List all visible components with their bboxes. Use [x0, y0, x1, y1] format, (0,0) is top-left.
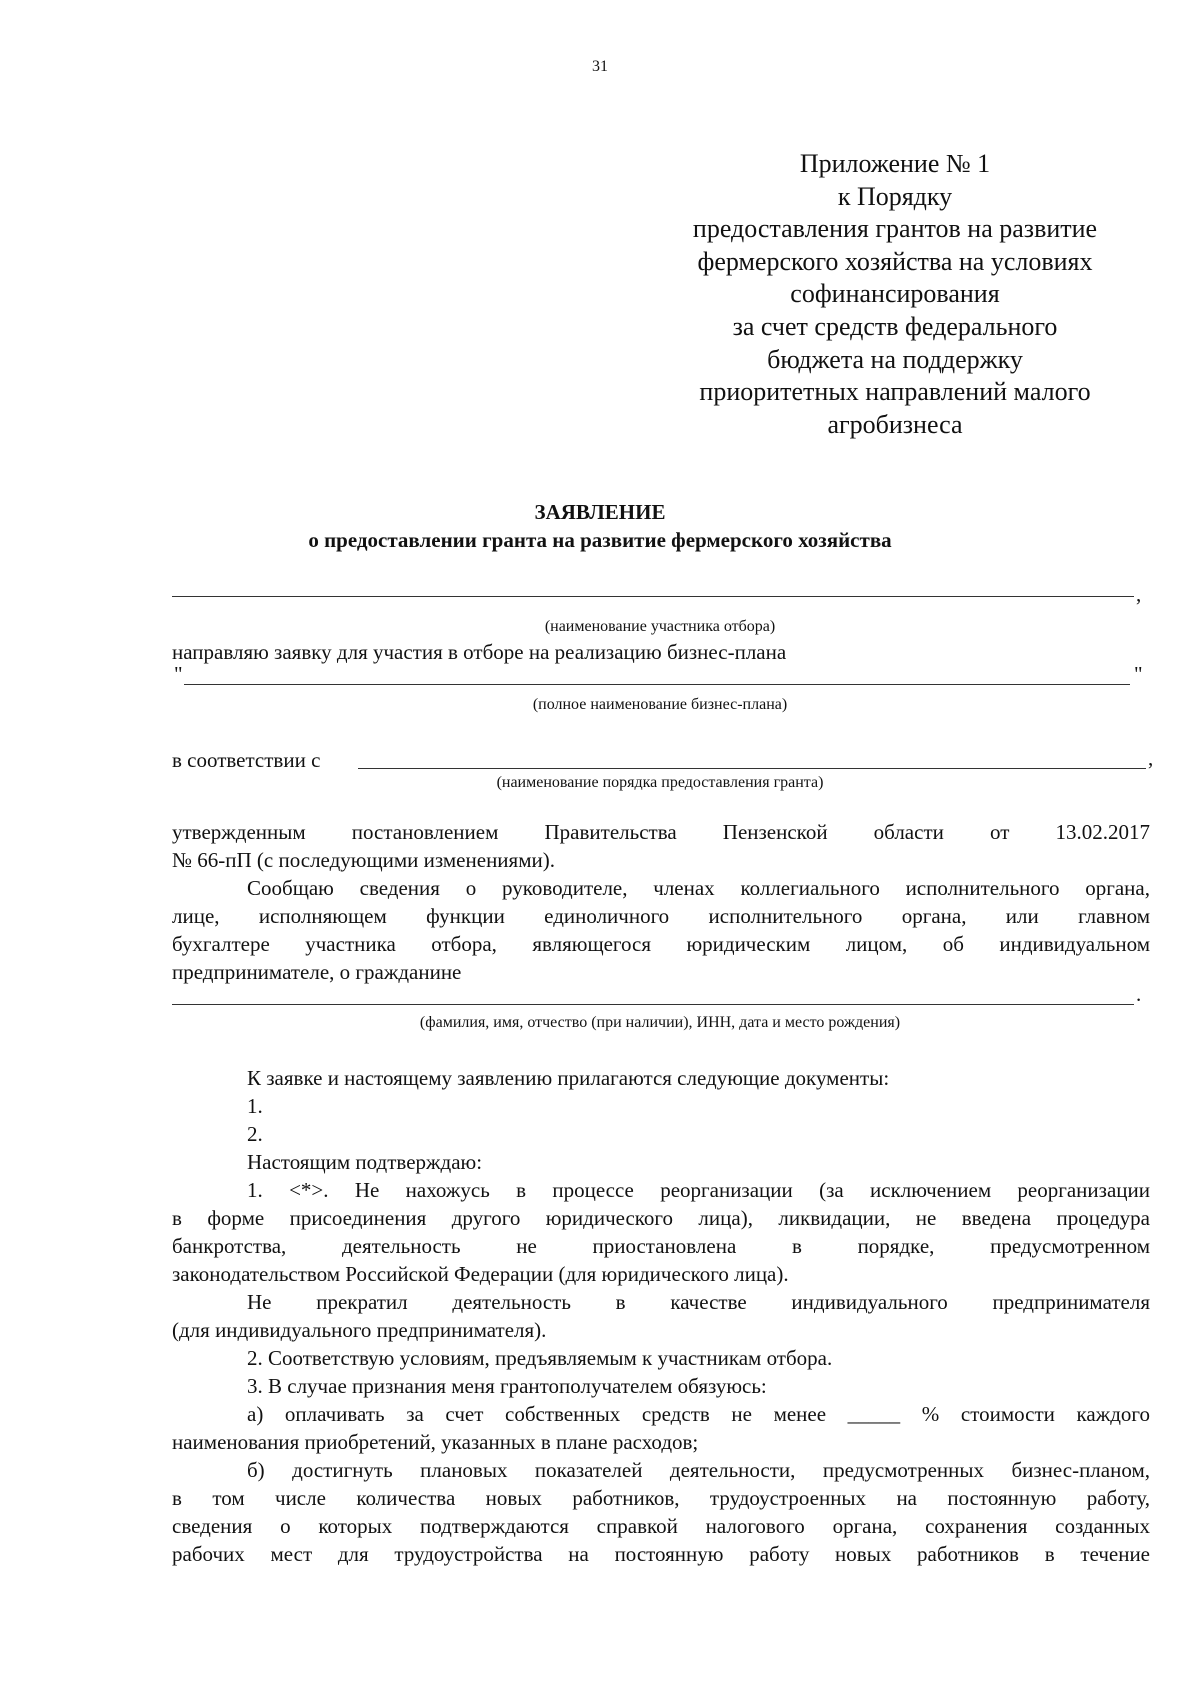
- appendix-line: фермерского хозяйства на условиях: [697, 246, 1093, 276]
- appendix-line: бюджета на поддержку: [767, 344, 1023, 374]
- point1-line-4: законодательством Российской Федерации (для юридического лица).: [172, 1262, 789, 1286]
- participant-name-blank: [172, 596, 1134, 597]
- appendix-line: приоритетных направлений малого: [699, 377, 1091, 407]
- participant-caption: (наименование участника отбора): [544, 618, 776, 635]
- document-subtitle: о предоставлении гранта на развитие фермерского хозяйства: [308, 528, 892, 552]
- approved-line-2: № 66-пП (с последующими изменениями).: [172, 848, 555, 872]
- point-a-line-2: наименования приобретений, указанных в плане расходов;: [172, 1430, 699, 1454]
- approved-line-1: утвержденным постановлением Правительства Пензенской области от 13.02.2017: [172, 820, 1150, 844]
- point1b-line-2: (для индивидуального предпринимателя).: [172, 1318, 547, 1342]
- inform-line-1: Сообщаю сведения о руководителе, членах коллегиального исполнительного органа,: [247, 876, 1150, 900]
- comma-mark-2: ,: [1148, 746, 1154, 770]
- point-a-line-1: а) оплачивать за счет собственных средств не менее _____ % стоимости каждого: [247, 1402, 1150, 1426]
- appendix-line: Приложение № 1: [799, 149, 991, 178]
- appendix-line: софинансирования: [790, 279, 1000, 309]
- point-b-line-1: б) достигнуть плановых показателей деятельности, предусмотренных бизнес-планом,: [247, 1458, 1150, 1482]
- appendix-line: за счет средств федерального: [732, 311, 1058, 341]
- business-plan-blank: [184, 684, 1130, 685]
- point1-line-1: 1. <*>. Не нахожусь в процессе реорганизации (за исключением реорганизации: [247, 1178, 1150, 1202]
- point1b-line-1: Не прекратил деятельность в качестве индивидуального предпринимателя: [247, 1290, 1150, 1314]
- person-info-blank: [172, 1004, 1134, 1005]
- appendix-line: к Порядку: [837, 181, 953, 211]
- point-b-line-2: в том числе количества новых работников, трудоустроенных на постоянную работу,: [172, 1486, 1150, 1510]
- procedure-blank: [358, 768, 1146, 769]
- inform-line-2: лице, исполняющем функции единоличного исполнительного органа, или главном: [172, 904, 1150, 928]
- point-b-line-3: сведения о которых подтверждаются справкой налогового органа, сохранения созданных: [172, 1514, 1150, 1538]
- business-plan-caption: (полное наименование бизнес-плана): [532, 696, 788, 713]
- point-b-line-4: рабочих мест для трудоустройства на постоянную работу новых работников в течение: [172, 1542, 1150, 1566]
- quote-close-mark: ": [1134, 662, 1143, 686]
- point3-line: 3. В случае признания меня грантополучателем обязуюсь:: [247, 1374, 767, 1398]
- point1-line-2: в форме присоединения другого юридического лица), ликвидации, не введена процедура: [172, 1206, 1150, 1230]
- procedure-caption: (наименование порядка предоставления гранта): [496, 774, 824, 791]
- inform-line-3: бухгалтере участника отбора, являющегося юридическим лицом, об индивидуальном: [172, 932, 1150, 956]
- inform-line-4: предпринимателе, о гражданине: [172, 960, 462, 984]
- attached-item-1: 1.: [247, 1094, 263, 1118]
- in-accordance-label: в соответствии с: [172, 748, 321, 772]
- appendix-header: [660, 148, 1130, 441]
- attached-docs-line: К заявке и настоящему заявлению прилагаются следующие документы:: [247, 1066, 890, 1090]
- point2-line: 2. Соответствую условиям, предъявляемым к участникам отбора.: [247, 1346, 833, 1370]
- comma-mark: ,: [1136, 582, 1142, 606]
- confirm-heading: Настоящим подтверждаю:: [247, 1150, 483, 1174]
- appendix-line: агробизнеса: [827, 409, 963, 439]
- period-mark: .: [1136, 982, 1142, 1006]
- attached-item-2: 2.: [247, 1122, 263, 1146]
- send-request-line: направляю заявку для участия в отборе на реализацию бизнес-плана: [172, 640, 787, 664]
- point1-line-3: банкротства, деятельность не приостановлена в порядке, предусмотренном: [172, 1234, 1150, 1258]
- quote-open-mark: ": [174, 662, 183, 686]
- page-number: 31: [592, 58, 608, 75]
- document-title: ЗАЯВЛЕНИЕ: [534, 500, 666, 524]
- person-caption: (фамилия, имя, отчество (при наличии), ИНН, дата и место рождения): [419, 1014, 901, 1031]
- appendix-line: предоставления грантов на развитие: [692, 214, 1098, 244]
